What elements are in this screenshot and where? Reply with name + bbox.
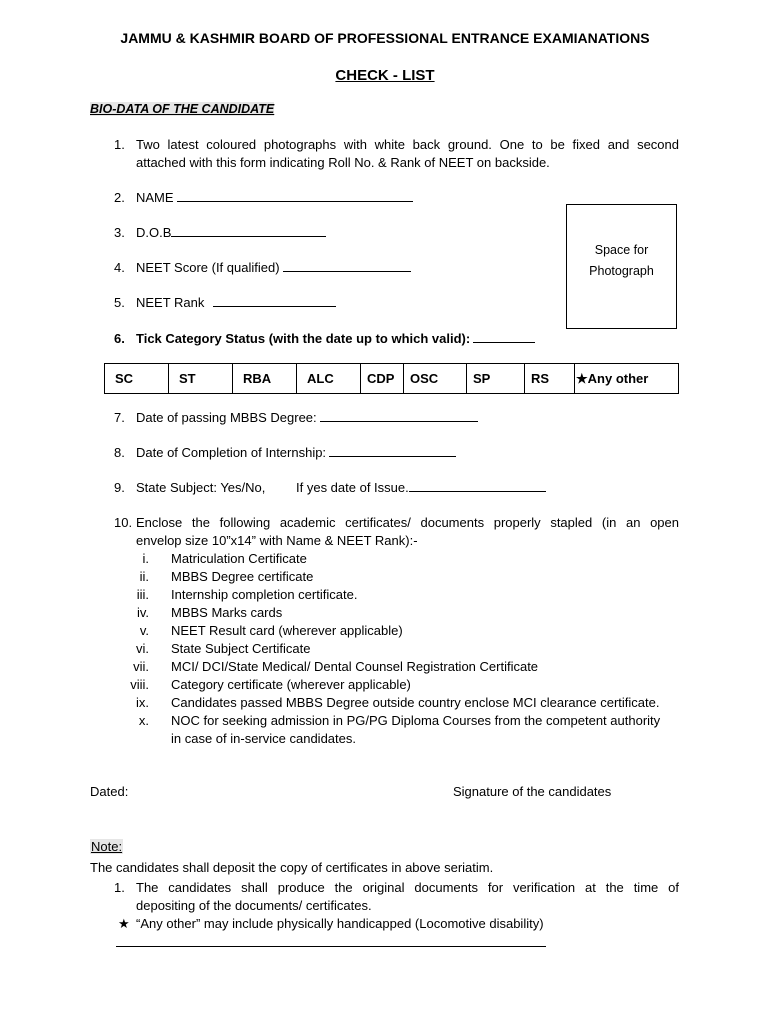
category-row	[105, 364, 679, 394]
dob-blank[interactable]	[171, 225, 326, 237]
list-item	[100, 587, 690, 605]
item-photographs-text: Two latest coloured photographs with white back ground. One to be fixed and second	[136, 137, 679, 152]
neet-rank-blank[interactable]	[213, 295, 336, 307]
enclose-text: Enclose the following academic certificates/ documents properly stapled (in an open	[136, 515, 679, 530]
item-number: 2.	[114, 190, 125, 205]
list-num: x.	[138, 713, 149, 728]
signature-label: Signature of the candidates	[453, 784, 612, 799]
list-num: vi.	[136, 641, 149, 656]
name-field-row	[136, 190, 413, 205]
list-text: Candidates passed MBBS Degree outside country enclose MCI clearance certificate.	[171, 695, 660, 710]
neet-rank-row	[136, 295, 336, 310]
note-number: 1.	[114, 880, 125, 895]
list-num: iii.	[136, 587, 149, 602]
item-number: 8.	[114, 445, 125, 460]
category-cell-alc[interactable]: ALC	[297, 364, 361, 394]
list-text: MBBS Marks cards	[171, 605, 283, 620]
mbbs-date-label: Date of passing MBBS Degree:	[136, 410, 317, 425]
issue-date-label: If yes date of Issue.	[296, 480, 409, 495]
category-date-blank[interactable]	[473, 331, 535, 343]
neet-rank-label: NEET Rank	[136, 295, 205, 310]
list-text: NOC for seeking admission in PG/PG Diploma Courses from the competent authority	[171, 713, 661, 728]
list-num: vii.	[133, 659, 149, 674]
list-item-continuation	[100, 731, 690, 749]
list-item	[100, 551, 690, 569]
list-item	[100, 713, 690, 731]
category-status-row	[136, 331, 535, 346]
page-title: CHECK - LIST	[335, 67, 435, 84]
item-number: 10.	[114, 515, 133, 530]
issue-date-blank[interactable]	[409, 480, 546, 492]
list-num: iv.	[136, 605, 149, 620]
list-item	[100, 677, 690, 695]
item-number: 1.	[114, 137, 125, 152]
internship-date-row	[136, 445, 456, 460]
category-cell-rs[interactable]: RS	[525, 364, 575, 394]
category-table	[104, 363, 679, 394]
star-icon: ★	[118, 916, 130, 931]
name-label: NAME	[136, 190, 174, 205]
neet-score-blank[interactable]	[283, 260, 411, 272]
list-num: ix.	[136, 695, 149, 710]
list-num: v.	[139, 623, 149, 638]
internship-date-label: Date of Completion of Internship:	[136, 445, 327, 460]
note-item-text-2: depositing of the documents/ certificates.	[136, 898, 372, 913]
item-number: 5.	[114, 295, 125, 310]
neet-score-row	[136, 260, 411, 275]
list-item	[100, 695, 690, 713]
list-item	[100, 605, 690, 623]
photograph-box	[566, 204, 677, 329]
note-star-text: “Any other” may include physically handicapped (Locomotive disability)	[136, 916, 544, 931]
dated-label: Dated:	[90, 784, 129, 799]
list-text: State Subject Certificate	[171, 641, 311, 656]
category-cell-st[interactable]: ST	[169, 364, 233, 394]
category-cell-cdp[interactable]: CDP	[361, 364, 404, 394]
category-cell-osc[interactable]: OSC	[404, 364, 467, 394]
list-item	[100, 623, 690, 641]
state-subject-label: State Subject: Yes/No,	[136, 480, 266, 495]
internship-date-blank[interactable]	[329, 445, 456, 457]
category-cell-sp[interactable]: SP	[467, 364, 525, 394]
item-photographs-text-2: attached with this form indicating Roll No. & Rank of NEET on backside.	[136, 155, 550, 170]
photo-label-2: Photograph	[589, 264, 654, 278]
board-title: JAMMU & KASHMIR BOARD OF PROFESSIONAL ENTRANCE EXAMIANATIONS	[120, 30, 650, 46]
section-heading: BIO-DATA OF THE CANDIDATE	[90, 102, 275, 116]
list-text: MCI/ DCI/State Medical/ Dental Counsel Registration Certificate	[171, 659, 539, 674]
item-number: 6.	[114, 331, 125, 346]
list-item	[100, 659, 690, 677]
item-number: 4.	[114, 260, 125, 275]
dob-field-row	[136, 225, 326, 240]
note-heading-text: Note:	[91, 839, 123, 854]
list-num: i.	[142, 551, 149, 566]
list-text: Matriculation Certificate	[171, 551, 307, 566]
list-num: ii.	[139, 569, 149, 584]
note-item-text: The candidates shall produce the original documents for verification at the time of	[136, 880, 679, 895]
list-text: Category certificate (wherever applicable)	[171, 677, 411, 692]
list-item	[100, 641, 690, 659]
note-text: The candidates shall deposit the copy of certificates in above seriatim.	[90, 860, 494, 875]
category-cell-rba[interactable]: RBA	[233, 364, 297, 394]
list-text: MBBS Degree certificate	[171, 569, 314, 584]
issue-date-row	[296, 480, 546, 495]
mbbs-date-row	[136, 410, 478, 425]
mbbs-date-blank[interactable]	[320, 410, 478, 422]
category-cell-sc[interactable]: SC	[105, 364, 169, 394]
list-text: NEET Result card (wherever applicable)	[171, 623, 403, 638]
item-number: 7.	[114, 410, 125, 425]
enclose-text-2: envelop size 10”x14” with Name & NEET Rank):-	[136, 533, 418, 548]
list-num: viii.	[130, 677, 149, 692]
list-text: Internship completion certificate.	[171, 587, 358, 602]
category-status-label: Tick Category Status (with the date up to which valid):	[136, 331, 471, 346]
list-text: in case of in-service candidates.	[171, 731, 356, 746]
bottom-rule	[116, 946, 546, 947]
note-heading	[90, 839, 123, 854]
documents-list	[100, 551, 690, 749]
item-number: 9.	[114, 480, 125, 495]
name-blank[interactable]	[177, 190, 413, 202]
list-item	[100, 569, 690, 587]
photo-label-1: Space for	[594, 243, 649, 257]
category-cell-any-other[interactable]: ★Any other	[575, 364, 679, 394]
neet-score-label: NEET Score (If qualified)	[136, 260, 280, 275]
item-number: 3.	[114, 225, 125, 240]
dob-label: D.O.B	[136, 225, 172, 240]
